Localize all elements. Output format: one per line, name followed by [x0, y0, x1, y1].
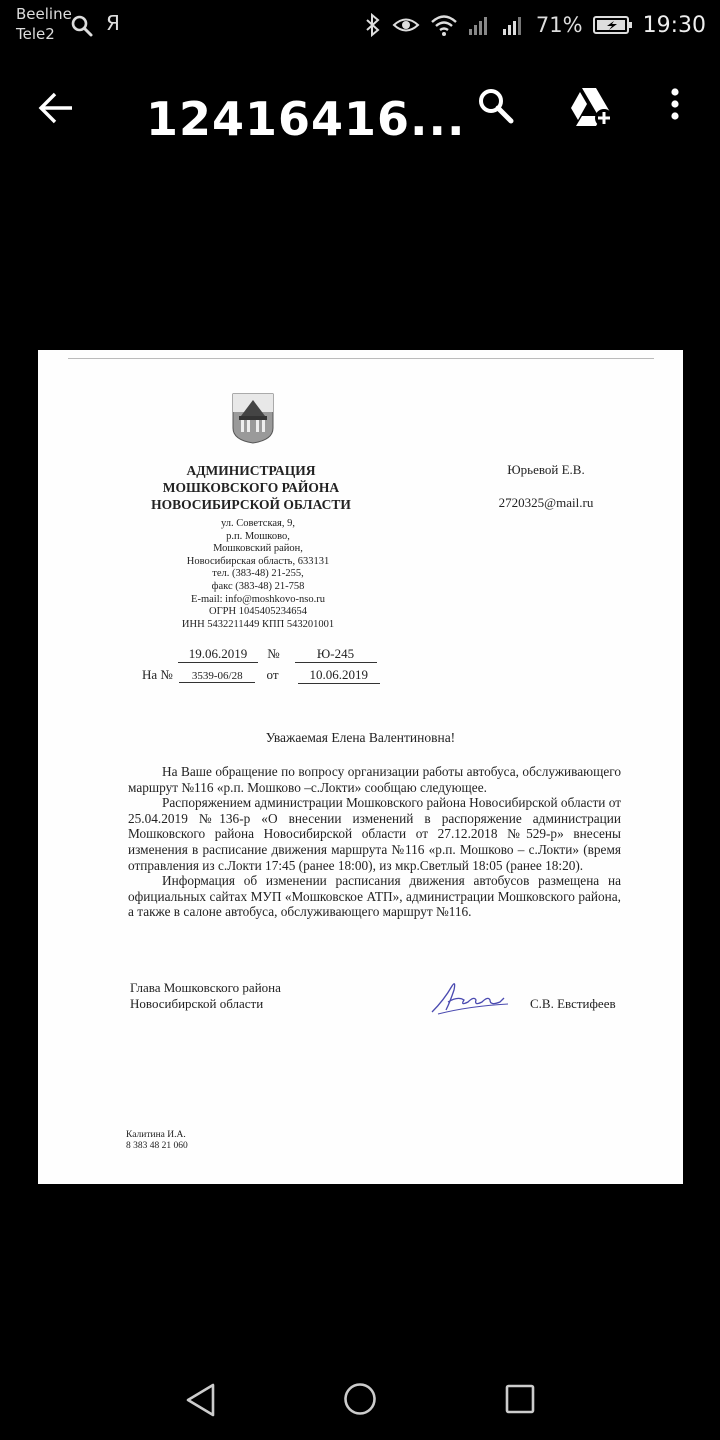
reference-registration — [142, 667, 380, 684]
ref-number: 3539-06/28 — [179, 670, 255, 683]
paragraph: Информация об изменении расписания движения автобусов размещена на официальных сайтах МУП «Мошковское АТП», администрации Мошковского района, а также в салоне автобуса, обслуживающего маршрут №116. — [128, 873, 621, 920]
number-sign: № — [267, 646, 280, 661]
address-line: тел. (383-48) 21-255, — [212, 568, 304, 580]
from-label: от — [266, 667, 279, 682]
clock: 19:30 — [642, 12, 706, 38]
address-line: E-mail: info@moshkovo-nso.ru — [191, 593, 325, 605]
arrow-left-icon[interactable] — [34, 86, 78, 130]
nav-home-icon[interactable] — [343, 1382, 377, 1416]
search-icon[interactable] — [474, 84, 518, 128]
carrier-1: Beeline — [16, 5, 72, 23]
battery-charging-icon — [593, 15, 633, 35]
org-line-3: НОВОСИБИРСКОЙ ОБЛАСТИ — [151, 497, 351, 512]
status-indicators — [364, 9, 706, 41]
ref-date: 10.06.2019 — [298, 667, 380, 684]
executor-phone: 8 383 48 21 060 — [126, 1141, 188, 1151]
executor-info — [126, 1130, 188, 1152]
nav-recents-icon[interactable] — [505, 1384, 535, 1414]
yandex-icon: Я — [106, 11, 120, 35]
signal-1-icon — [468, 14, 492, 36]
letter-body — [128, 764, 621, 920]
signal-2-icon — [502, 14, 526, 36]
app-bar — [0, 70, 720, 150]
google-drive-add-icon[interactable] — [566, 84, 616, 128]
status-bar — [0, 0, 720, 50]
signer-title-line: Глава Мошковского района — [130, 980, 281, 995]
bluetooth-icon — [364, 13, 382, 37]
search-status-icon — [70, 14, 94, 38]
address-line: Новосибирская область, 633131 — [186, 555, 330, 567]
scan-edge-line — [68, 358, 654, 359]
signer-title — [130, 980, 281, 1012]
outgoing-registration — [178, 646, 377, 663]
address-line: ул. Советская, 9, — [220, 518, 296, 529]
ref-label: На № — [142, 667, 173, 682]
outgoing-number: Ю-245 — [295, 646, 377, 663]
battery-percent: 71% — [535, 13, 583, 37]
address-line: р.п. Мошково, — [226, 530, 290, 542]
executor-name: Калитина И.А. — [126, 1130, 186, 1140]
wifi-icon — [430, 13, 458, 37]
organization-name — [116, 462, 386, 513]
address-line: факс (383-48) 21-758 — [211, 580, 305, 592]
org-line-1: АДМИНИСТРАЦИЯ — [186, 463, 316, 478]
organization-address — [158, 518, 358, 631]
salutation: Уважаемая Елена Валентиновна! — [265, 730, 456, 745]
nav-back-icon[interactable] — [184, 1382, 218, 1418]
document-page[interactable] — [38, 350, 683, 1184]
document-title: 12416416... — [146, 92, 466, 146]
address-line: ИНН 5432211449 КПП 543201001 — [181, 618, 335, 630]
address-line: ОГРН 1045405234654 — [209, 606, 307, 618]
org-line-2: МОШКОВСКОГО РАЙОНА — [162, 480, 340, 495]
recipient-name: Юрьевой Е.В. — [507, 462, 585, 477]
coat-of-arms-emblem — [231, 392, 275, 444]
paragraph: На Ваше обращение по вопросу организации работы автобуса, обслуживающего маршрут №116 «р.п. Мошково –с.Локти» сообщаю следующее. — [128, 764, 621, 795]
paragraph: Распоряжением администрации Мошковского района Новосибирской области от 25.04.2019 №136-р «О внесении изменений в распоряжение администрации Мошковского района Новосибирской области от 27.12.2018 №529-р» внесены изменения в расписание движения маршрута №116 «р.п. Мошково – с.Локти» (время отправления из с.Локти 17:45 (ранее 18:00), из мкр.Светлый 18:05 (ранее 18:20). — [128, 795, 621, 873]
handwritten-signature — [430, 976, 510, 1016]
carrier-names — [16, 4, 72, 44]
carrier-2: Tele2 — [16, 25, 55, 43]
signer-name: С.В. Евстифеев — [530, 996, 616, 1011]
address-line: Мошковский район, — [213, 543, 303, 555]
outgoing-date: 19.06.2019 — [178, 646, 258, 663]
recipient-email: 2720325@mail.ru — [498, 495, 594, 510]
eye-icon — [392, 14, 420, 36]
more-vert-icon[interactable] — [660, 84, 690, 128]
signer-title-line: Новосибирской области — [130, 996, 264, 1011]
navigation-bar — [0, 1360, 720, 1440]
